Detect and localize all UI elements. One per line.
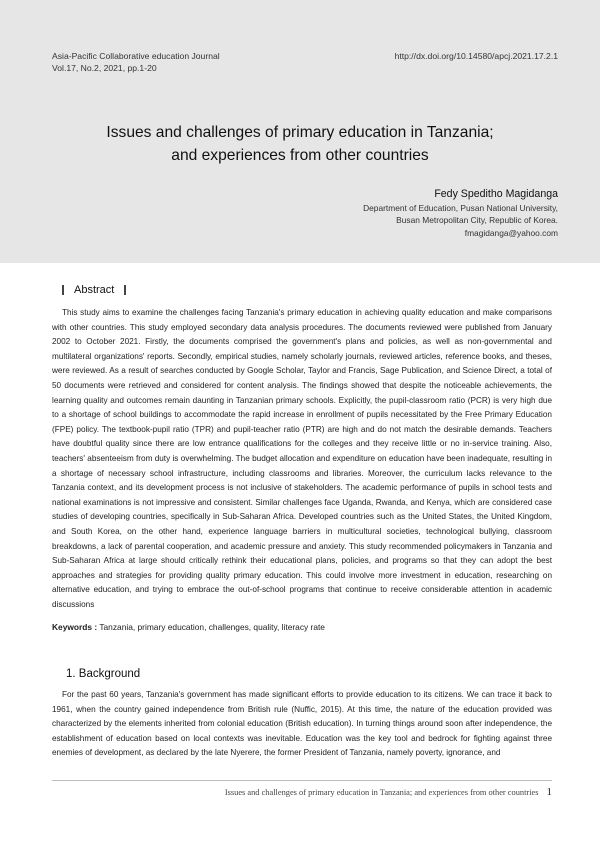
doi-link[interactable]: http://dx.doi.org/10.14580/apcj.2021.17.2.1 [394, 51, 558, 61]
paper-title [0, 121, 600, 167]
page-number: 1 [546, 786, 552, 798]
running-title: Issues and challenges of primary education in Tanzania; and experiences from other countries [224, 788, 539, 797]
author-email[interactable]: fmagidanga@yahoo.com [464, 227, 558, 238]
abstract-text: This study aims to examine the challenges facing Tanzania's primary education in achieving quality education and make comparisons with other countries. This study employed secondary data analysis procedures. The documents reviewed were published from January 2002 to October 2021. Firstly, the documents comprised the government's plans and policies, as well as non-governmental and multilateral organizations' reports. Secondly, empirical studies, namely scholarly journals, reviewed articles, reference books, and theses, were reviewed. As a result of searches conducted by Google Scholar, Taylor and Francis, Sage Publication, and Science Direct, a total of 50 documents were retrieved and considered for content analysis. The findings showed that despite the noticeable achievements, the learning quality and outcomes remain daunting in Tanzanian primary schools. Explicitly, the pupil-classroom ratio (PCR) is very high due to a shortage of school buildings to accommodate the rapid increase in enrollment of pupils necessitated by the Free Primary Education (FPE) policy. The textbook-pupil ratio (TPR) and pupil-teacher ratio (PTR) are high and do not match the desirable demands. Teachers have doubtful quality since there are low entrance qualifications for the colleges and they receive little or no in-service training. Also, teachers' absenteeism from duty is overwhelming. The budget allocation and expenditure on education have been inadequate, resulting in a shortage of necessary school infrastructure, including classrooms and libraries. Moreover, the curriculum lacks relevance to the Tanzania context, and its development process is not inclusive of stakeholders. The academic performance of pupils in school tests and national examinations is not impressive and consistent. Similar challenges face Uganda, Rwanda, and Kenya, which are considered case studies of developing countries, specifically in Sub-Saharan Africa. Developed countries such as the United States, the United Kingdom, and South Korea, on the other hand, experience language barriers in multicultural societies, technological bullying, classroom breakdowns, a lack of parental cooperation, and academic pressure and anxiety. This study recommended policymakers in Tanzania and Sub-Saharan Africa at large should critically rethink their educational plans, policies, and programs so that they can adopt the best approaches and strategies for providing quality primary education. This could involve more investment in education, researching on alternative education, and trying to embrace the out-of-school programs that continue to receive considerable attention in academic discussions [52, 308, 552, 609]
keywords-text: Tanzania, primary education, challenges, quality, literacy rate [99, 622, 325, 632]
abstract-heading-text: Abstract [74, 284, 115, 296]
journal-volume: Vol.17, No.2, 2021, pp.1-20 [52, 63, 157, 73]
author-affiliation-2: Busan Metropolitan City, Republic of Korea. [396, 215, 558, 226]
title-line-1: Issues and challenges of primary education in Tanzania; [106, 124, 494, 141]
heading-bar-left [62, 285, 64, 295]
footer-divider [52, 780, 552, 781]
section-heading-background: 1. Background [66, 668, 141, 680]
section-background-text: For the past 60 years, Tanzania's government has made significant efforts to provide education to its citizens. We can trace it back to 1961, when the country gained independence from British rule (Nuffic, 2015). At this time, the nature of the education provided was characterized by the elements inherited from colonial education (British education). In turning things around soon after independence, the establishment of education based on local contexts was inevitable. Education was the key tool and bedrock for fighting against three enemies of development, as declared by the late Nyerere, the former President of Tanzania, namely poverty, ignorance, and [52, 690, 552, 758]
abstract-heading [62, 284, 126, 296]
keywords [52, 622, 325, 632]
title-line-2: and experiences from other countries [171, 147, 429, 164]
journal-info [52, 50, 220, 74]
keywords-label: Keywords : [52, 622, 98, 632]
heading-bar-right [124, 285, 126, 295]
author-name: Fedy Speditho Magidanga [434, 188, 558, 200]
author-affiliation-1: Department of Education, Pusan National University, [363, 203, 558, 213]
author-block [363, 187, 558, 239]
journal-name: Asia-Pacific Collaborative education Journal [52, 51, 220, 61]
page-footer [225, 786, 552, 798]
